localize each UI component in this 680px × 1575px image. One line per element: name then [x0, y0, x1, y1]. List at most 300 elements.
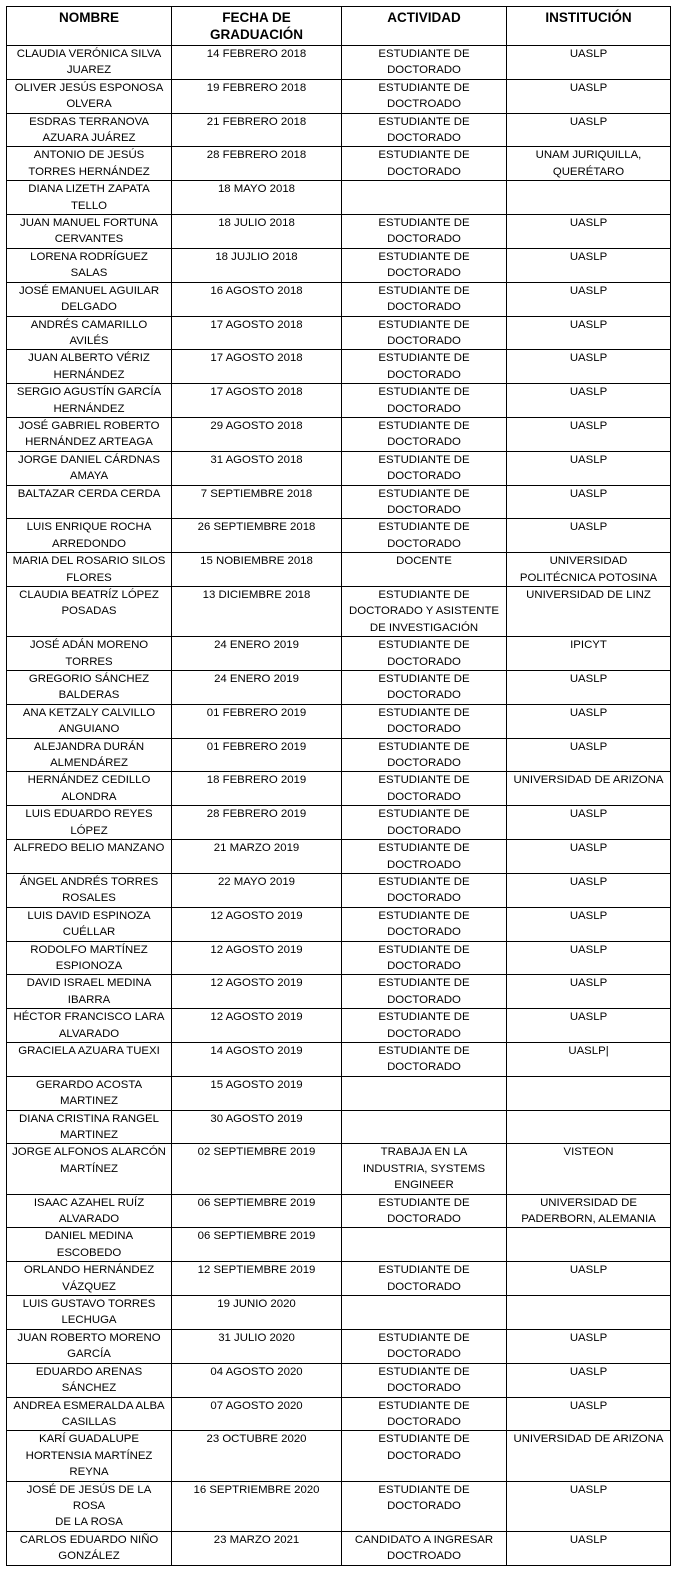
- cell-nombre: [7, 1144, 172, 1194]
- cell-institucion: [507, 282, 671, 316]
- cell-nombre-text: DAVID ISRAEL MEDINA IBARRA: [26, 977, 152, 1006]
- cell-actividad-text: ESTUDIANTE DE DOCTORADO: [378, 1399, 470, 1428]
- cell-fecha: [172, 1363, 342, 1397]
- cell-institucion: [507, 417, 671, 451]
- cell-actividad: [342, 1296, 507, 1330]
- cell-institucion: [507, 1144, 671, 1194]
- cell-actividad: [342, 485, 507, 519]
- cell-actividad: [342, 215, 507, 249]
- cell-nombre-text: CLAUDIA VERÓNICA SILVA JUAREZ: [16, 48, 162, 77]
- cell-nombre-text: JUAN ALBERTO VÉRIZ HERNÁNDEZ: [28, 352, 150, 381]
- cell-institucion: [507, 637, 671, 671]
- cell-actividad-text: ESTUDIANTE DE DOCTORADO: [378, 943, 470, 972]
- table-row: [7, 671, 671, 705]
- table-row: [7, 1296, 671, 1330]
- cell-fecha-text: 18 JUJLIO 2018: [215, 250, 298, 263]
- cell-nombre: [7, 738, 172, 772]
- table-row: [7, 79, 671, 113]
- table-row: [7, 451, 671, 485]
- table-row: [7, 1042, 671, 1076]
- cell-institucion-text: IPICYT: [570, 639, 607, 652]
- cell-actividad-text: ESTUDIANTE DE DOCTORADO: [378, 284, 470, 314]
- cell-actividad: [342, 1009, 507, 1043]
- graduates-table: [6, 6, 671, 1566]
- cell-actividad-text: ESTUDIANTE DE DOCTROADO: [378, 81, 470, 111]
- cell-nombre-text: JUAN MANUEL FORTUNA CERVANTES: [20, 217, 158, 246]
- cell-nombre: [7, 485, 172, 519]
- cell-institucion: [507, 248, 671, 282]
- cell-fecha-text: 12 AGOSTO 2019: [210, 1011, 303, 1024]
- cell-fecha: [172, 147, 342, 181]
- cell-nombre-text: RODOLFO MARTÍNEZ ESPIONOZA: [30, 943, 148, 972]
- cell-actividad-text: ESTUDIANTE DE DOCTORADO: [378, 149, 470, 178]
- cell-fecha-text: 18 JULIO 2018: [218, 217, 295, 230]
- cell-institucion: [507, 1110, 671, 1144]
- cell-actividad: [342, 1329, 507, 1363]
- cell-institucion-text: UNIVERSIDAD POLITÉCNICA POTOSINA: [519, 555, 658, 584]
- cell-fecha: [172, 1262, 342, 1296]
- cell-institucion-text: UASLP: [569, 386, 608, 399]
- table-row: [7, 1110, 671, 1144]
- cell-fecha-text: 13 DICIEMBRE 2018: [202, 589, 311, 601]
- cell-actividad-text: ESTUDIANTE DE DOCTORADO: [378, 250, 470, 280]
- cell-institucion-text: UASLP: [569, 1365, 608, 1378]
- cell-actividad: [342, 1076, 507, 1110]
- cell-institucion: [507, 1009, 671, 1043]
- cell-nombre-text: LUIS EDUARDO REYES LÓPEZ: [25, 808, 153, 837]
- cell-actividad: [342, 79, 507, 113]
- cell-nombre: [7, 671, 172, 705]
- cell-fecha: [172, 113, 342, 147]
- cell-actividad-text: ESTUDIANTE DE DOCTORADO: [378, 1365, 470, 1395]
- cell-nombre-text: DIANA CRISTINA RANGEL MARTINEZ: [19, 1112, 159, 1141]
- cell-nombre: [7, 181, 172, 215]
- table-row: [7, 840, 671, 874]
- cell-fecha: [172, 840, 342, 874]
- cell-actividad-text: ESTUDIANTE DE DOCTORADO: [378, 1264, 470, 1293]
- table-row: [7, 46, 671, 80]
- cell-nombre: [7, 1296, 172, 1330]
- cell-nombre: [7, 79, 172, 113]
- cell-nombre-text: EDUARDO ARENAS SÁNCHEZ: [35, 1365, 143, 1395]
- cell-nombre-text: BALTAZAR CERDA CERDA: [17, 487, 161, 500]
- cell-actividad: [342, 46, 507, 80]
- cell-fecha-text: 12 AGOSTO 2019: [210, 943, 303, 956]
- cell-fecha: [172, 485, 342, 519]
- cell-fecha: [172, 941, 342, 975]
- cell-fecha-text: 14 FEBRERO 2018: [206, 48, 307, 60]
- cell-actividad: [342, 1531, 507, 1565]
- cell-nombre-text: MARIA DEL ROSARIO SILOS FLORES: [12, 555, 166, 584]
- cell-fecha: [172, 1329, 342, 1363]
- cell-actividad: [342, 282, 507, 316]
- cell-institucion: [507, 1481, 671, 1531]
- cell-fecha-text: 15 NOBIEMBRE 2018: [200, 555, 313, 568]
- cell-nombre-text: ALEJANDRA DURÁN ALMENDÁREZ: [33, 740, 145, 770]
- cell-institucion: [507, 350, 671, 384]
- cell-fecha-text: 29 AGOSTO 2018: [210, 419, 303, 432]
- cell-nombre-text: ANTONIO DE JESÚS TORRES HERNÁNDEZ: [28, 149, 150, 178]
- cell-institucion-text: UASLP: [569, 808, 608, 821]
- header-actividad-text: ACTIVIDAD: [387, 10, 461, 25]
- cell-institucion: [507, 907, 671, 941]
- cell-actividad-text: ESTUDIANTE DE DOCTORADO: [378, 48, 470, 77]
- header-institucion: [507, 7, 671, 46]
- cell-nombre: [7, 1194, 172, 1228]
- cell-institucion-text: UASLP: [569, 706, 608, 719]
- cell-fecha-text: 12 AGOSTO 2019: [210, 909, 303, 922]
- cell-institucion: [507, 941, 671, 975]
- cell-nombre-text: GRACIELA AZUARA TUEXI: [18, 1044, 160, 1057]
- cell-fecha: [172, 587, 342, 637]
- cell-actividad: [342, 1363, 507, 1397]
- cell-institucion-text: UASLP: [569, 1399, 608, 1412]
- cell-institucion-text: UASLP: [569, 250, 608, 263]
- cell-institucion: [507, 553, 671, 587]
- cell-actividad-text: ESTUDIANTE DE DOCTORADO: [378, 419, 470, 449]
- cell-nombre-text: JUAN ROBERTO MORENO GARCÍA: [17, 1331, 161, 1361]
- cell-fecha: [172, 1296, 342, 1330]
- cell-fecha-text: 23 OCTUBRE 2020: [206, 1433, 307, 1446]
- cell-nombre: [7, 941, 172, 975]
- cell-fecha-text: 24 ENERO 2019: [214, 673, 299, 686]
- cell-institucion-text: UASLP: [569, 1533, 608, 1546]
- cell-actividad-text: CANDIDATO A INGRESAR DOCTROADO: [354, 1533, 494, 1563]
- cell-fecha: [172, 806, 342, 840]
- table-row: [7, 1262, 671, 1296]
- cell-institucion-text: UNIVERSIDAD DE ARIZONA: [513, 1433, 664, 1446]
- cell-institucion: [507, 1296, 671, 1330]
- cell-nombre-text: ISAAC AZAHEL RUÍZ ALVARADO: [33, 1196, 145, 1226]
- cell-actividad: [342, 417, 507, 451]
- cell-nombre-text: HÉCTOR FRANCISCO LARA ALVARADO: [13, 1011, 165, 1040]
- cell-fecha-text: 19 FEBRERO 2018: [206, 81, 307, 94]
- cell-institucion-text: UNIVERSIDAD DE ARIZONA: [513, 774, 664, 787]
- cell-institucion: [507, 215, 671, 249]
- cell-actividad-text: ESTUDIANTE DE DOCTORADO: [378, 639, 470, 668]
- cell-actividad: [342, 907, 507, 941]
- table-row: [7, 316, 671, 350]
- cell-institucion-text: UASLP: [569, 48, 608, 60]
- cell-fecha-text: 28 FEBRERO 2019: [206, 808, 307, 821]
- table-row: [7, 975, 671, 1009]
- cell-institucion: [507, 873, 671, 907]
- cell-fecha-text: 30 AGOSTO 2019: [210, 1112, 303, 1125]
- cell-fecha: [172, 79, 342, 113]
- table-row: [7, 1531, 671, 1565]
- cell-fecha: [172, 282, 342, 316]
- cell-actividad-text: ESTUDIANTE DE DOCTORADO: [378, 1483, 470, 1512]
- cell-institucion-text: UNIVERSIDAD DE LINZ: [526, 589, 651, 601]
- cell-fecha: [172, 181, 342, 215]
- cell-nombre: [7, 975, 172, 1009]
- cell-institucion-text: UASLP: [569, 115, 608, 128]
- cell-nombre-text: OLIVER JESÚS ESPONOSA OLVERA: [14, 81, 164, 111]
- cell-institucion-text: UASLP: [569, 453, 608, 466]
- cell-nombre: [7, 1363, 172, 1397]
- table-row: [7, 1009, 671, 1043]
- cell-nombre: [7, 113, 172, 147]
- cell-actividad: [342, 384, 507, 418]
- cell-fecha-text: 15 AGOSTO 2019: [210, 1078, 303, 1091]
- cell-nombre: [7, 1228, 172, 1262]
- cell-nombre: [7, 1531, 172, 1565]
- cell-actividad: [342, 975, 507, 1009]
- cell-nombre-text: ANDRÉS CAMARILLO AVILÉS: [30, 318, 148, 347]
- cell-fecha: [172, 1531, 342, 1565]
- cell-actividad-text: ESTUDIANTE DE DOCTORADO: [378, 1433, 470, 1462]
- cell-nombre-text: DIANA LIZETH ZAPATA TELLO: [28, 183, 150, 212]
- cell-nombre: [7, 147, 172, 181]
- cell-fecha-text: 04 AGOSTO 2020: [210, 1365, 303, 1378]
- cell-fecha-text: 16 SEPTRIEMBRE 2020: [193, 1483, 320, 1496]
- cell-actividad-text: ESTUDIANTE DE DOCTORADO: [378, 115, 470, 145]
- cell-institucion-text: UASLP: [569, 521, 608, 534]
- cell-actividad: [342, 553, 507, 587]
- cell-fecha: [172, 1076, 342, 1110]
- cell-fecha-text: 21 FEBRERO 2018: [206, 115, 307, 128]
- cell-institucion: [507, 384, 671, 418]
- cell-fecha: [172, 553, 342, 587]
- cell-fecha: [172, 1110, 342, 1144]
- cell-fecha-text: 31 JULIO 2020: [218, 1331, 295, 1344]
- table-row: [7, 147, 671, 181]
- cell-nombre: [7, 1329, 172, 1363]
- cell-actividad: [342, 350, 507, 384]
- cell-fecha-text: 31 AGOSTO 2018: [210, 453, 303, 466]
- cell-nombre-text: SERGIO AGUSTÍN GARCÍA HERNÁNDEZ: [16, 386, 162, 415]
- cell-fecha-text: 17 AGOSTO 2018: [210, 318, 303, 331]
- cell-nombre: [7, 417, 172, 451]
- cell-nombre: [7, 1262, 172, 1296]
- cell-institucion: [507, 1531, 671, 1565]
- cell-fecha-text: 17 AGOSTO 2018: [210, 352, 303, 365]
- cell-actividad: [342, 519, 507, 553]
- cell-nombre-text: JOSÉ ADÁN MORENO TORRES: [29, 639, 149, 668]
- cell-institucion-text: UNIVERSIDAD DE PADERBORN, ALEMANIA: [521, 1196, 656, 1226]
- cell-actividad-text: ESTUDIANTE DE DOCTORADO: [378, 740, 470, 770]
- cell-institucion: [507, 1329, 671, 1363]
- cell-nombre: [7, 772, 172, 806]
- table-row: [7, 772, 671, 806]
- cell-nombre-text: HERNÁNDEZ CEDILLO ALONDRA: [27, 774, 151, 803]
- cell-fecha: [172, 1042, 342, 1076]
- cell-fecha: [172, 519, 342, 553]
- table-row: [7, 1329, 671, 1363]
- cell-actividad: [342, 1431, 507, 1481]
- cell-institucion: [507, 738, 671, 772]
- cell-actividad-text: ESTUDIANTE DE DOCTORADO: [378, 875, 470, 905]
- cell-institucion-text: UASLP: [569, 1331, 608, 1344]
- table-row: [7, 384, 671, 418]
- cell-nombre: [7, 46, 172, 80]
- cell-nombre-text: LUIS ENRIQUE ROCHA ARREDONDO: [26, 521, 152, 550]
- cell-fecha-text: 24 ENERO 2019: [214, 639, 299, 652]
- cell-nombre-text: KARÍ GUADALUPE HORTENSIA MARTÍNEZ REYNA: [25, 1433, 153, 1479]
- table-row: [7, 704, 671, 738]
- cell-nombre-text: ESDRAS TERRANOVA AZUARA JUÁREZ: [29, 115, 149, 145]
- cell-institucion: [507, 975, 671, 1009]
- cell-fecha-text: 01 FEBRERO 2019: [206, 740, 307, 753]
- cell-actividad-text: ESTUDIANTE DE DOCTORADO Y ASISTENTE DE INVESTIGACIÓN: [348, 589, 499, 634]
- cell-institucion: [507, 46, 671, 80]
- table-row: [7, 248, 671, 282]
- table-row: [7, 941, 671, 975]
- cell-nombre-text: JOSÉ DE JESÚS DE LA ROSA DE LA ROSA: [26, 1483, 152, 1529]
- cell-nombre: [7, 384, 172, 418]
- cell-nombre-text: LUIS DAVID ESPINOZA CUÉLLAR: [27, 909, 151, 939]
- cell-institucion: [507, 1431, 671, 1481]
- header-nombre: [7, 7, 172, 46]
- cell-actividad: [342, 451, 507, 485]
- cell-institucion-text: UASLP: [569, 1264, 608, 1277]
- cell-nombre: [7, 873, 172, 907]
- cell-actividad: [342, 587, 507, 637]
- table-row: [7, 215, 671, 249]
- cell-institucion-text: UASLP: [569, 81, 608, 94]
- cell-fecha: [172, 1194, 342, 1228]
- cell-fecha-text: 01 FEBRERO 2019: [206, 706, 307, 719]
- cell-nombre: [7, 840, 172, 874]
- cell-fecha: [172, 704, 342, 738]
- cell-institucion: [507, 316, 671, 350]
- cell-nombre: [7, 1397, 172, 1431]
- cell-nombre: [7, 350, 172, 384]
- cell-fecha: [172, 316, 342, 350]
- cell-fecha-text: 06 SEPTIEMBRE 2019: [197, 1196, 316, 1209]
- cell-nombre: [7, 1110, 172, 1144]
- cell-institucion-text: UASLP: [569, 419, 608, 432]
- cell-institucion: [507, 1397, 671, 1431]
- cell-institucion-text: UASLP: [569, 487, 608, 500]
- cell-nombre-text: JOSÉ GABRIEL ROBERTO HERNÁNDEZ ARTEAGA: [18, 419, 160, 449]
- cell-fecha-text: 26 SEPTIEMBRE 2018: [197, 521, 316, 534]
- cell-actividad: [342, 316, 507, 350]
- cell-actividad: [342, 941, 507, 975]
- cell-fecha-text: 18 MAYO 2018: [217, 183, 296, 196]
- cell-actividad-text: ESTUDIANTE DE DOCTORADO: [378, 808, 470, 837]
- cell-actividad: [342, 181, 507, 215]
- cell-fecha: [172, 1397, 342, 1431]
- cell-nombre: [7, 451, 172, 485]
- table-row: [7, 1397, 671, 1431]
- cell-actividad: [342, 1194, 507, 1228]
- cell-institucion: [507, 840, 671, 874]
- cell-actividad: [342, 1397, 507, 1431]
- table-row: [7, 637, 671, 671]
- cell-fecha: [172, 1144, 342, 1194]
- cell-institucion-text: UNAM JURIQUILLA, QUERÉTARO: [535, 149, 642, 178]
- table-row: [7, 1144, 671, 1194]
- cell-fecha-text: 22 MAYO 2019: [217, 875, 296, 888]
- cell-institucion: [507, 113, 671, 147]
- cell-fecha: [172, 1228, 342, 1262]
- cell-fecha: [172, 772, 342, 806]
- cell-actividad-text: ESTUDIANTE DE DOCTORADO: [378, 1044, 470, 1074]
- cell-actividad-text: ESTUDIANTE DE DOCTORADO: [378, 318, 470, 347]
- table-header: [7, 7, 671, 46]
- cell-institucion: [507, 1262, 671, 1296]
- cell-institucion: [507, 671, 671, 705]
- cell-fecha-text: 7 SEPTIEMBRE 2018: [200, 487, 313, 500]
- cell-nombre: [7, 316, 172, 350]
- cell-institucion-text: UASLP: [569, 217, 608, 230]
- cell-nombre-text: LUIS GUSTAVO TORRES LECHUGA: [22, 1298, 156, 1327]
- cell-nombre-text: DANIEL MEDINA ESCOBEDO: [44, 1230, 134, 1259]
- cell-nombre-text: LORENA RODRÍGUEZ SALAS: [30, 250, 148, 280]
- cell-fecha: [172, 417, 342, 451]
- cell-actividad: [342, 806, 507, 840]
- cell-actividad-text: ESTUDIANTE DE DOCTORADO: [378, 217, 470, 246]
- table-row: [7, 519, 671, 553]
- table-row: [7, 1481, 671, 1531]
- cell-actividad: [342, 113, 507, 147]
- cell-nombre: [7, 587, 172, 637]
- cell-institucion-text: UASLP: [569, 875, 608, 888]
- header-nombre-text: NOMBRE: [59, 10, 119, 25]
- table-row: [7, 181, 671, 215]
- header-actividad: [342, 7, 507, 46]
- cell-institucion: [507, 1076, 671, 1110]
- cell-institucion: [507, 79, 671, 113]
- cell-institucion: [507, 704, 671, 738]
- header-fecha: [172, 7, 342, 46]
- cell-institucion-text: UASLP: [569, 284, 608, 297]
- cell-actividad-text: ESTUDIANTE DE DOCTORADO: [378, 774, 470, 803]
- cell-fecha-text: 02 SEPTIEMBRE 2019: [197, 1146, 316, 1159]
- cell-nombre-text: ANA KETZALY CALVILLO ANGUIANO: [22, 706, 156, 736]
- cell-fecha-text: 12 SEPTIEMBRE 2019: [197, 1264, 316, 1277]
- table-row: [7, 350, 671, 384]
- cell-actividad-text: ESTUDIANTE DE DOCTORADO: [378, 352, 470, 381]
- cell-actividad: [342, 637, 507, 671]
- table-row: [7, 907, 671, 941]
- cell-actividad: [342, 671, 507, 705]
- cell-institucion-text: UASLP: [569, 842, 608, 855]
- table-row: [7, 738, 671, 772]
- cell-actividad: [342, 1144, 507, 1194]
- cell-actividad-text: TRABAJA EN LA INDUSTRIA, SYSTEMS ENGINEER: [362, 1146, 486, 1192]
- cell-actividad: [342, 840, 507, 874]
- cell-nombre: [7, 282, 172, 316]
- table-row: [7, 1431, 671, 1481]
- cell-nombre-text: JOSÉ EMANUEL AGUILAR DELGADO: [18, 284, 160, 314]
- cell-institucion-text: UASLP: [569, 1483, 608, 1496]
- cell-nombre-text: GREGORIO SÁNCHEZ BALDERAS: [28, 673, 150, 702]
- cell-institucion-text: UASLP|: [568, 1044, 609, 1057]
- table-row: [7, 553, 671, 587]
- table-row: [7, 113, 671, 147]
- cell-institucion: [507, 806, 671, 840]
- cell-nombre-text: ÁNGEL ANDRÉS TORRES ROSALES: [19, 875, 159, 905]
- cell-nombre: [7, 248, 172, 282]
- table-row: [7, 282, 671, 316]
- cell-nombre: [7, 553, 172, 587]
- cell-actividad: [342, 1262, 507, 1296]
- cell-nombre-text: CARLOS EDUARDO NIÑO GONZÁLEZ: [19, 1533, 159, 1563]
- cell-institucion: [507, 451, 671, 485]
- cell-actividad-text: ESTUDIANTE DE DOCTORADO: [378, 673, 470, 702]
- cell-nombre: [7, 215, 172, 249]
- cell-fecha: [172, 1009, 342, 1043]
- cell-fecha-text: 18 FEBRERO 2019: [206, 774, 307, 787]
- cell-nombre-text: GERARDO ACOSTA MARTINEZ: [35, 1078, 143, 1108]
- cell-institucion: [507, 1042, 671, 1076]
- cell-actividad-text: ESTUDIANTE DE DOCTORADO: [378, 977, 470, 1006]
- table-row: [7, 1363, 671, 1397]
- cell-fecha-text: 17 AGOSTO 2018: [210, 386, 303, 399]
- cell-actividad-text: ESTUDIANTE DE DOCTORADO: [378, 487, 470, 516]
